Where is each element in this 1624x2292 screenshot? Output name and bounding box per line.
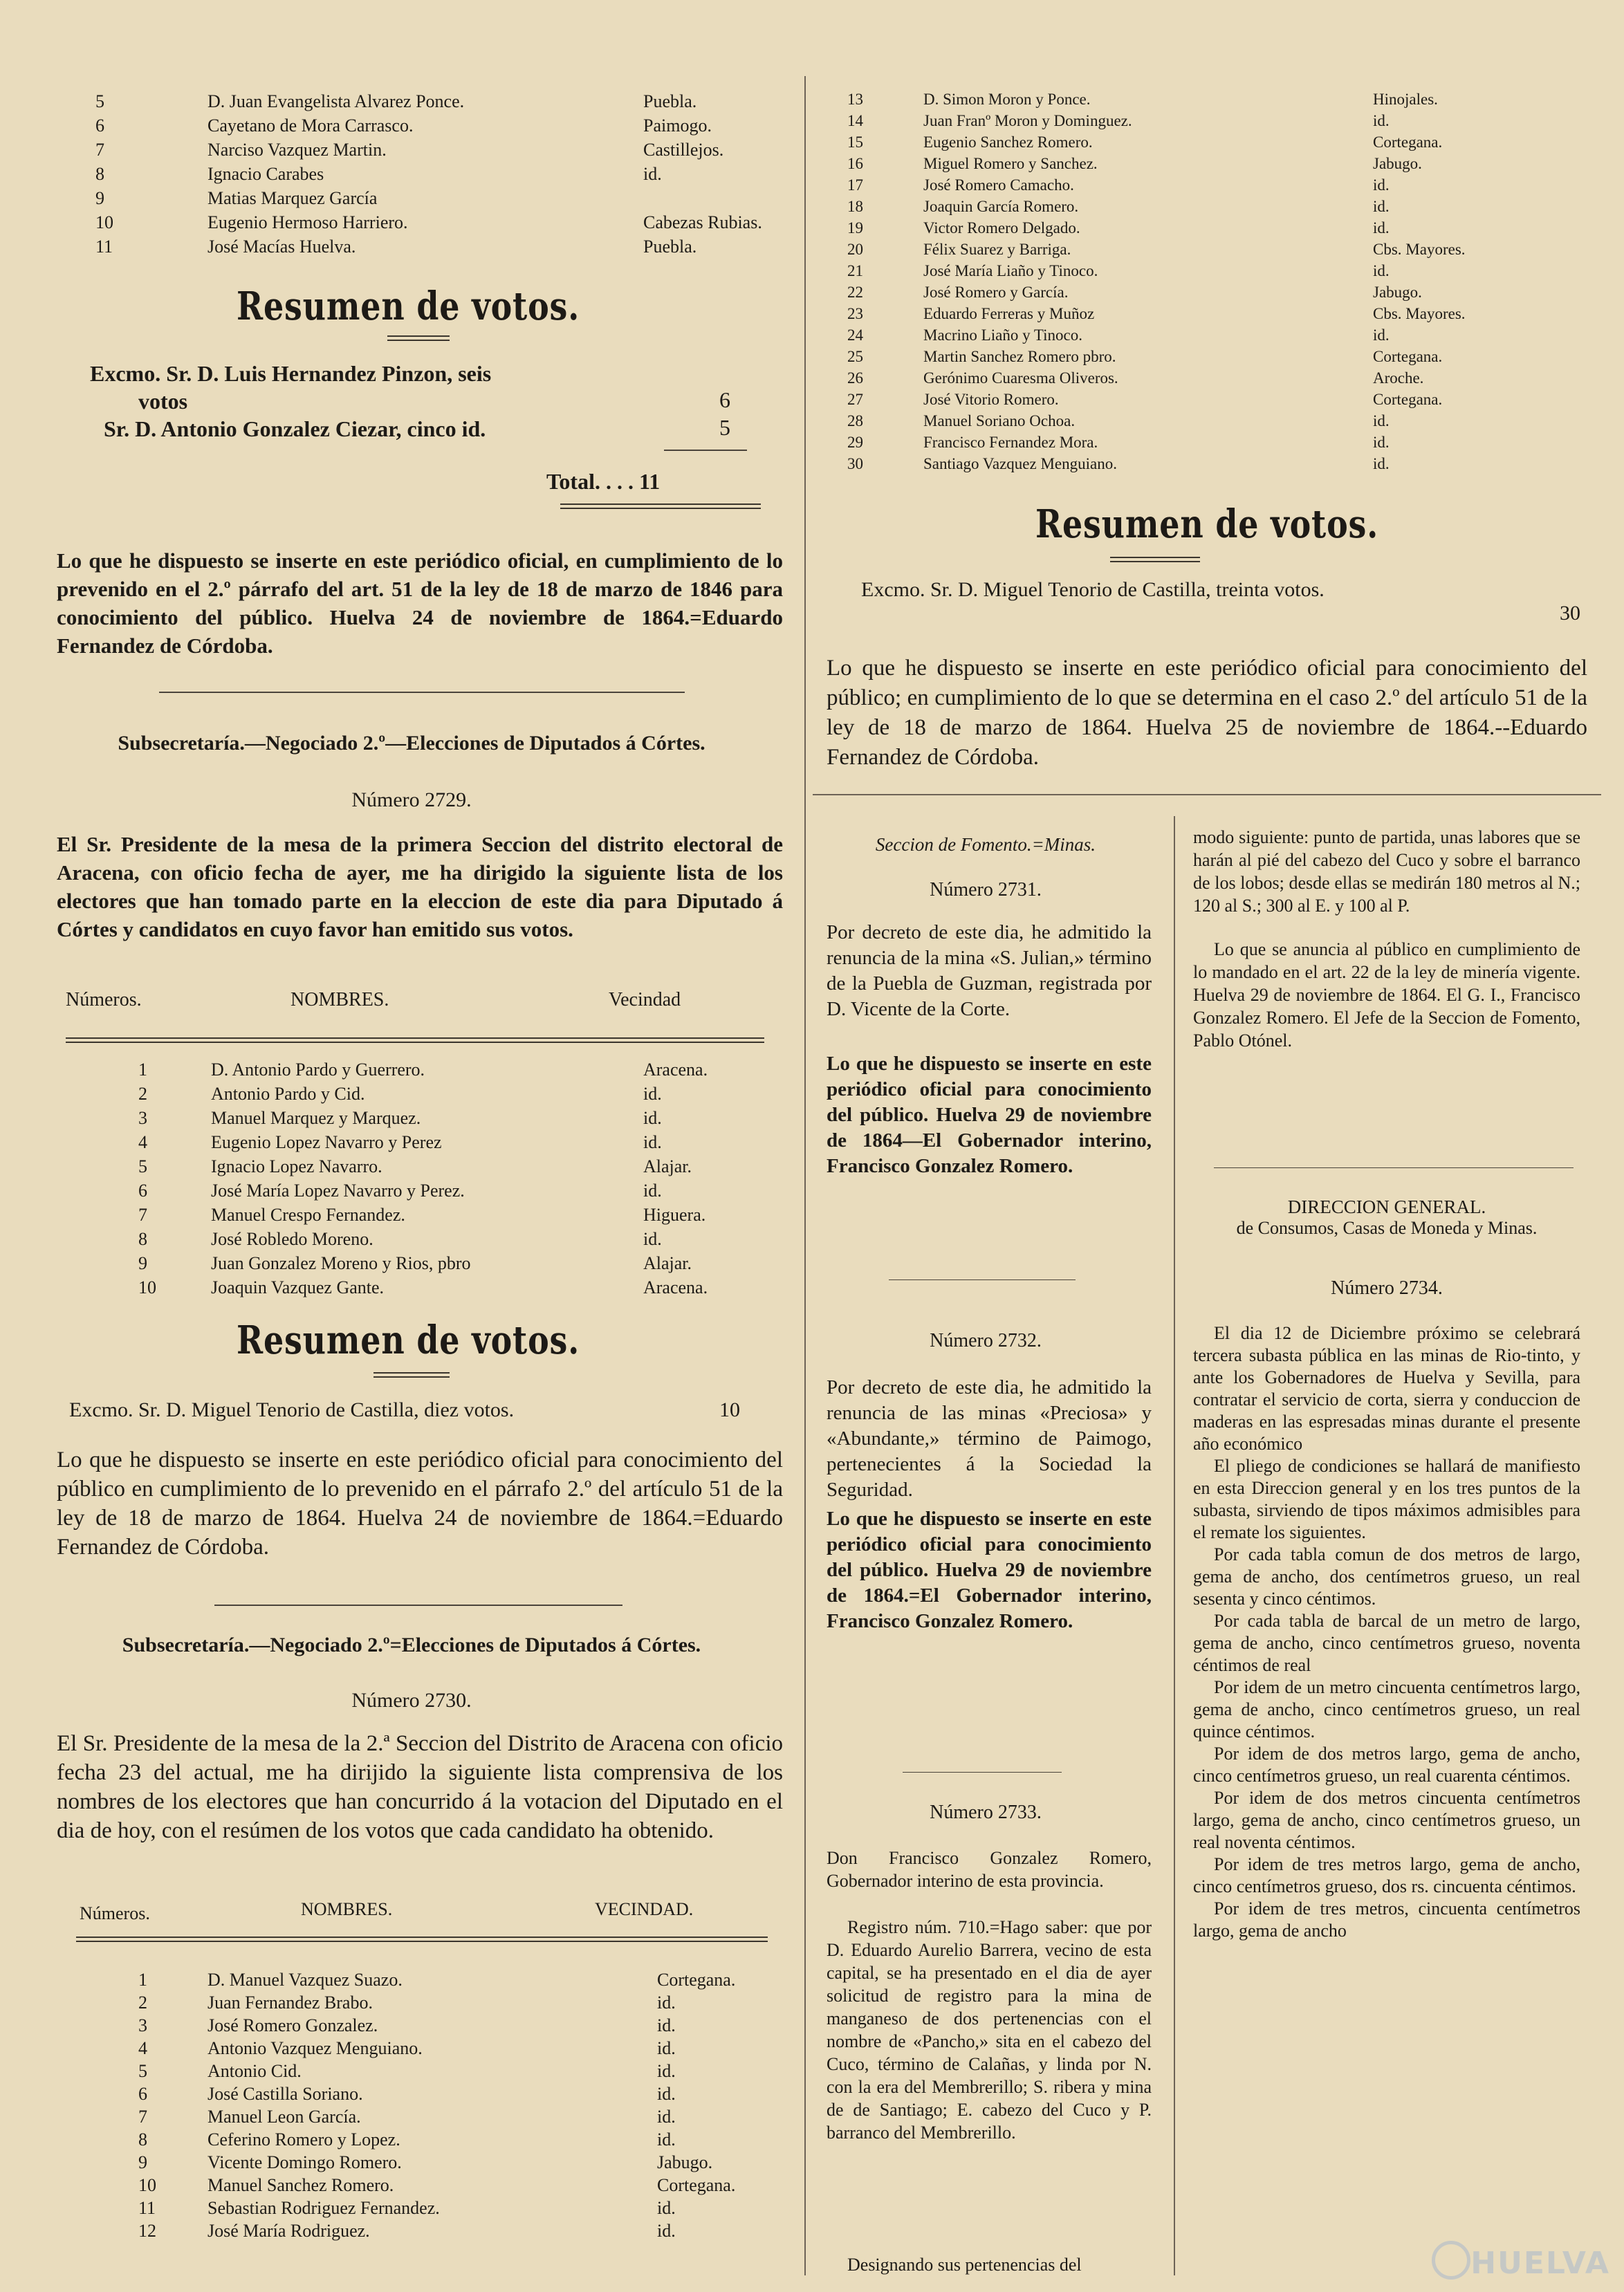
total-double-rule	[560, 503, 761, 509]
row-name: Sebastian Rodriguez Fernandez.	[207, 2198, 440, 2218]
resumen-3-line: Excmo. Sr. D. Miguel Tenorio de Castilla, treinta votos.	[861, 578, 1325, 601]
list-row	[69, 2014, 761, 2037]
paragraph: Por idem de dos metros largo, gema de ancho, cinco centímetros grueso, un real cuarenta céntimos.	[1193, 1744, 1580, 1786]
col4-paragraph-2: Lo que se anuncia al público en cumplimiento de lo mandado en el art. 22 de la ley de minería vigente. Huelva 29 de noviembre de 1864. El G. I., Francisco Gonzalez Romero. El Jefe de la Seccion de Fomento, Pablo Otónel.	[1193, 939, 1580, 1051]
row-place: Alajar.	[643, 1253, 692, 1273]
double-rule-2	[373, 1372, 450, 1378]
resumen-1-total: Total. . . . 11	[546, 469, 661, 494]
list-row	[847, 454, 1580, 474]
n2731-paragraph-1: Por decreto de este dia, he admitido la renuncia de la mina «S. Julian,» término de la Puebla de Guzman, registrada por D. Vicente de la Corte.	[827, 921, 1152, 1020]
row-name: Manuel Soriano Ochoa.	[923, 412, 1076, 429]
table-3-header-names: NOMBRES.	[301, 1899, 393, 1919]
resumen-1-line-1: Excmo. Sr. D. Luis Hernandez Pinzon, seis	[90, 361, 492, 386]
row-place: id.	[657, 2015, 676, 2035]
row-place: id.	[643, 1084, 662, 1104]
list-row	[847, 261, 1580, 281]
row-number: 29	[847, 434, 863, 451]
row-place: Jabugo.	[657, 2152, 713, 2172]
col4-paragraph-1: modo siguiente: punto de partida, unas labores que se harán al pié del cabezo del Cuco y sobre el barranco de los lobos; desde ellas se medirán 180 metros al N.; 120 al S.; 300 al E. y 100 al P.	[1193, 827, 1580, 916]
table-2-rule	[66, 1037, 764, 1043]
row-place: Cbs. Mayores.	[1373, 305, 1466, 322]
row-place: id.	[657, 1993, 676, 2013]
row-number: 9	[138, 1253, 147, 1273]
row-name: Miguel Romero y Sanchez.	[923, 155, 1098, 172]
row-number: 1	[138, 1970, 147, 1990]
list-row	[69, 114, 761, 138]
row-name: José María Rodriguez.	[207, 2221, 370, 2241]
list-row	[69, 187, 761, 210]
n2732-paragraph-2: Lo que he dispuesto se inserte en este periódico oficial para conocimiento del público. Huelva 29 de noviembre de 1864.=El Gobernador interino, Francisco Gonzalez Romero.	[827, 1508, 1152, 1632]
row-place: Cortegana.	[1373, 391, 1443, 408]
row-place: id.	[657, 2084, 676, 2104]
row-place: id.	[1373, 262, 1390, 279]
row-place: id.	[657, 2107, 676, 2127]
list-row	[69, 2105, 761, 2129]
row-name: Vicente Domingo Romero.	[207, 2152, 402, 2172]
row-place: Higuera.	[643, 1205, 706, 1225]
row-number: 6	[95, 115, 104, 136]
n2733-intro: Don Francisco Gonzalez Romero, Gobernador interino de esta provincia.	[827, 1848, 1152, 1891]
table-2-header-place: Vecindad	[609, 989, 681, 1010]
row-place: id.	[657, 2061, 676, 2081]
list-row	[847, 283, 1580, 302]
section-2-title: Subsecretaría.—Negociado 2.º—Elecciones de Diputados á Córtes.	[118, 732, 705, 755]
row-place: id.	[643, 1181, 662, 1201]
resumen-heading-1: Resumen de votos.	[236, 284, 580, 329]
paragraph: Por idem de tres metros, cincuenta centímetros largo, gema de ancho	[1193, 1898, 1580, 1941]
row-name: José Romero y García.	[923, 284, 1069, 301]
row-name: D. Antonio Pardo y Guerrero.	[211, 1060, 425, 1080]
row-name: Eugenio Hermoso Harriero.	[207, 212, 408, 232]
row-name: Macrino Liaño y Tinoco.	[923, 326, 1082, 344]
n2733-paragraph-2: Designando sus pertenencias del	[847, 2255, 1082, 2275]
row-name: Antonio Pardo y Cid.	[211, 1084, 365, 1104]
row-name: Manuel Crespo Fernandez.	[211, 1205, 405, 1225]
row-number: 12	[138, 2221, 156, 2241]
list-row	[847, 219, 1580, 238]
row-number: 15	[847, 133, 863, 151]
row-name: José Vitorio Romero.	[923, 391, 1059, 408]
row-place: id.	[643, 1229, 662, 1249]
list-row	[69, 1155, 761, 1179]
list-row	[69, 1991, 761, 2015]
row-number: 16	[847, 155, 863, 172]
rule-a2	[903, 1772, 1062, 1773]
double-rule	[387, 335, 450, 341]
list-row	[847, 111, 1580, 131]
list-row	[847, 133, 1580, 152]
row-place: id.	[1373, 412, 1390, 429]
resumen-heading-2: Resumen de votos.	[236, 1318, 580, 1363]
row-number: 2	[138, 1993, 147, 2013]
row-number: 8	[95, 164, 104, 184]
row-number: 10	[138, 2175, 156, 2195]
row-place: Puebla.	[643, 91, 697, 111]
row-name: Gerónimo Cuaresma Oliveros.	[923, 369, 1118, 387]
row-name: Santiago Vazquez Menguiano.	[923, 455, 1117, 472]
resumen-3-value: 30	[1560, 602, 1580, 625]
row-name: Joaquin García Romero.	[923, 198, 1079, 215]
row-place: Aroche.	[1373, 369, 1424, 387]
subcolumn-b	[1186, 795, 1594, 2282]
list-row	[69, 2151, 761, 2174]
row-name: D. Simon Moron y Ponce.	[923, 91, 1091, 108]
row-number: 3	[138, 2015, 147, 2035]
row-name: Juan Gonzalez Moreno y Rios, pbro	[211, 1253, 471, 1273]
paragraph: El dia 12 de Diciembre próximo se celebrará tercera subasta pública en las minas de Rio-tinto, y ante los Gobernadores de Huelva y Sevilla, para contratar el servicio de corta, sierra y conduccion de maderas en las espresadas minas durante el presente año económico	[1193, 1323, 1580, 1454]
row-number: 5	[95, 91, 104, 111]
row-number: 30	[847, 455, 863, 472]
row-name: José Castilla Soriano.	[207, 2084, 363, 2104]
row-number: 13	[847, 91, 863, 108]
n2732-paragraph-1: Por decreto de este dia, he admitido la renuncia de las minas «Preciosa» y «Abundante,» término de Paimogo, pertenecientes á la Sociedad la Seguridad.	[827, 1376, 1152, 1501]
list-row	[69, 1276, 761, 1300]
list-row	[847, 240, 1580, 259]
resumen-heading-3: Resumen de votos.	[1035, 501, 1379, 547]
row-name: Eduardo Ferreras y Muñoz	[923, 305, 1095, 322]
subcolumn-a	[813, 795, 1172, 2282]
row-place: Jabugo.	[1373, 155, 1422, 172]
row-name: Ceferino Romero y Lopez.	[207, 2129, 400, 2150]
row-number: 8	[138, 2129, 147, 2150]
list-row	[69, 1131, 761, 1154]
list-row	[847, 197, 1580, 216]
logo-ring-icon	[1432, 2241, 1470, 2280]
n2733-paragraph: Registro núm. 710.=Hago saber: que por D. Eduardo Aurelio Barrera, vecino de esta capital, se ha presentado en el dia de ayer solicitud de registro para la mina de manganeso de dos pertenencias con el nombre de «Pancho,» sita en el cabezo del Cuco, término de Calañas, y linda por N. con la era del Membrerillo; S. ribera y mina de de Santiago; E. cabezo del Cuco y P. barranco del Membrerillo.	[827, 1917, 1152, 2143]
number-2734: Número 2734.	[1331, 1277, 1443, 1299]
paragraph-3: Lo que he dispuesto se inserte en este periódico oficial para conocimiento del público; en cumplimiento de lo que se determina en el caso 2.º del artículo 51 de la ley de 18 de marzo de 1864. Huelva 25 de noviembre de 1864.--Eduardo Fernandez de Córdoba.	[827, 656, 1587, 770]
resumen-1-value-1: 6	[719, 387, 730, 412]
paragraph-2: Lo que he dispuesto se inserte en este periódico oficial para conocimiento del público en cumplimiento de lo prevenido en el párrafo 2.º del artículo 51 de la ley de 18 de marzo de 1864. Huelva 24 de noviembre de 1864.=Eduardo Fernandez de Córdoba.	[57, 1448, 783, 1560]
column-divider	[804, 76, 806, 2275]
row-place: Cabezas Rubias.	[643, 212, 762, 232]
row-number: 9	[138, 2152, 147, 2172]
table-2-header-names: NOMBRES.	[290, 989, 389, 1010]
row-place: id.	[657, 2221, 676, 2241]
row-number: 23	[847, 305, 863, 322]
row-number: 1	[138, 1060, 147, 1080]
table-3-header-num: Números.	[80, 1903, 150, 1923]
rule-b1	[1214, 1167, 1574, 1168]
rule-a1	[889, 1279, 1076, 1280]
row-number: 2	[138, 1084, 147, 1104]
row-name: José Macías Huelva.	[207, 237, 356, 257]
number-2731: Número 2731.	[930, 879, 1042, 900]
paragraph: Por idem de un metro cincuenta centímetros largo, gema de ancho, cinco centímetros grueso, un real quince céntimos.	[1193, 1677, 1580, 1741]
row-place: id.	[657, 2129, 676, 2150]
row-place: Paimogo.	[643, 115, 712, 136]
row-name: Eugenio Sanchez Romero.	[923, 133, 1093, 151]
row-number: 25	[847, 348, 863, 365]
row-number: 7	[138, 2107, 147, 2127]
fomento-title: Seccion de Fomento.=Minas.	[875, 834, 1096, 855]
row-number: 26	[847, 369, 863, 387]
subcolumn-divider	[1174, 816, 1175, 2275]
list-row	[69, 2128, 761, 2152]
row-name: Joaquin Vazquez Gante.	[211, 1277, 385, 1297]
list-row	[847, 412, 1580, 431]
row-number: 9	[95, 188, 104, 208]
row-number: 14	[847, 112, 863, 129]
row-place: id.	[1373, 219, 1390, 237]
list-row	[69, 2219, 761, 2243]
row-place: id.	[643, 164, 662, 184]
elector-list-2	[69, 1058, 761, 1307]
list-row	[69, 2197, 761, 2220]
row-place: Cortegana.	[1373, 348, 1443, 365]
row-name: Manuel Leon García.	[207, 2107, 361, 2127]
list-row	[69, 1252, 761, 1275]
row-place: id.	[1373, 198, 1390, 215]
direccion-title: DIRECCION GENERAL.	[1287, 1196, 1486, 1217]
row-number: 18	[847, 198, 863, 215]
row-place: id.	[1373, 434, 1390, 451]
row-name: Juan Franº Moron y Dominguez.	[923, 112, 1132, 129]
list-row	[69, 1107, 761, 1130]
row-place: id.	[1373, 326, 1390, 344]
elector-list-1	[69, 90, 761, 263]
row-place: Cortegana.	[1373, 133, 1443, 151]
row-name: José María Liaño y Tinoco.	[923, 262, 1098, 279]
row-place: Alajar.	[643, 1156, 692, 1176]
resumen-1-line-2: Sr. D. Antonio Gonzalez Ciezar, cinco id.	[104, 416, 486, 441]
list-row	[69, 138, 761, 162]
row-name: Félix Suarez y Barriga.	[923, 241, 1071, 258]
row-name: José María Lopez Navarro y Perez.	[211, 1181, 465, 1201]
paragraph: El pliego de condiciones se hallará de manifiesto en esta Direccion general y en los tres puntos de la subasta, sirviendo de tipos máximos admisibles para el remate los siguientes.	[1193, 1456, 1580, 1542]
elector-list-4	[847, 90, 1580, 477]
list-row	[69, 2174, 761, 2197]
paragraph-1: Lo que he dispuesto se inserte en este periódico oficial, en cumplimiento de lo prevenido en el 2.º párrafo del art. 51 de la ley de 18 de marzo de 1846 para conocimiento del público. Huelva 24 de noviembre de 1864.=Eduardo Fernandez de Córdoba.	[57, 548, 783, 658]
list-row	[847, 304, 1580, 324]
row-name: José Robledo Moreno.	[211, 1229, 373, 1249]
row-name: Ignacio Lopez Navarro.	[211, 1156, 382, 1176]
list-row	[847, 176, 1580, 195]
list-row	[69, 1082, 761, 1106]
list-row	[69, 1058, 761, 1082]
right-column	[813, 0, 1601, 2292]
row-name: Manuel Marquez y Marquez.	[211, 1108, 421, 1128]
list-row	[847, 90, 1580, 109]
number-2733: Número 2733.	[930, 1802, 1042, 1823]
list-row	[69, 90, 761, 113]
row-name: José Romero Camacho.	[923, 176, 1074, 194]
paragraph: Por cada tabla de barcal de un metro de largo, gema de ancho, cinco centímetros grueso, noventa céntimos de real	[1193, 1611, 1580, 1675]
row-number: 10	[95, 212, 113, 232]
row-place: id.	[657, 2038, 676, 2058]
row-name: Martin Sanchez Romero pbro.	[923, 348, 1116, 365]
row-number: 11	[138, 2198, 156, 2218]
row-name: Victor Romero Delgado.	[923, 219, 1080, 237]
row-place: Cortegana.	[657, 1970, 736, 1990]
list-row	[69, 2060, 761, 2083]
section-3-title: Subsecretaría.—Negociado 2.º=Elecciones de Diputados á Córtes.	[122, 1634, 701, 1656]
row-place: Cbs. Mayores.	[1373, 241, 1466, 258]
table-2-header-num: Números.	[66, 989, 142, 1010]
left-column	[28, 0, 795, 2292]
row-name: Francisco Fernandez Mora.	[923, 434, 1098, 451]
row-name: D. Juan Evangelista Alvarez Ponce.	[207, 91, 465, 111]
row-number: 4	[138, 2038, 147, 2058]
list-row	[847, 390, 1580, 409]
row-name: D. Manuel Vazquez Suazo.	[207, 1970, 403, 1990]
table-3-rule	[76, 1937, 768, 1942]
watermark-logo: HUELVA	[1470, 2246, 1610, 2281]
row-number: 8	[138, 1229, 147, 1249]
section-rule	[159, 692, 685, 693]
n2731-paragraph-2: Lo que he dispuesto se inserte en este periódico oficial para conocimiento del público. Huelva 29 de noviembre de 1864—El Gobernador interino, Francisco Gonzalez Romero.	[827, 1053, 1152, 1177]
list-row	[847, 154, 1580, 174]
row-number: 27	[847, 391, 863, 408]
list-row	[69, 1968, 761, 1992]
resumen-1-value-2: 5	[719, 415, 730, 440]
number-2732: Número 2732.	[930, 1330, 1042, 1351]
row-number: 6	[138, 2084, 147, 2104]
section-rule-2	[214, 1605, 622, 1606]
row-name: Narciso Vazquez Martin.	[207, 140, 387, 160]
resumen-2-value: 10	[719, 1398, 740, 1421]
row-place: Puebla.	[643, 237, 697, 257]
row-name: José Romero Gonzalez.	[207, 2015, 378, 2035]
list-row	[847, 326, 1580, 345]
row-number: 5	[138, 2061, 147, 2081]
row-place: id.	[1373, 112, 1390, 129]
row-number: 28	[847, 412, 863, 429]
row-number: 21	[847, 262, 863, 279]
row-place: id.	[643, 1132, 662, 1152]
row-place: id.	[1373, 455, 1390, 472]
list-row	[847, 347, 1580, 367]
section-3-paragraph: El Sr. Presidente de la mesa de la 2.ª Seccion del Distrito de Aracena con oficio fecha 23 del actual, me ha dirijido la siguiente lista comprensiva de los nombres de los electores que han concurrido á la votacion del Diputado en el dia de hoy, con el resúmen de los votos que cada candidato ha obtenido.	[57, 1731, 783, 1843]
row-place: id.	[643, 1108, 662, 1128]
row-place: Cortegana.	[657, 2175, 736, 2195]
resumen-2-line: Excmo. Sr. D. Miguel Tenorio de Castilla, diez votos.	[69, 1398, 515, 1421]
row-place: Aracena.	[643, 1277, 708, 1297]
list-row	[69, 2037, 761, 2060]
row-place: Castillejos.	[643, 140, 724, 160]
list-row	[69, 2082, 761, 2106]
elector-list-3	[69, 1968, 761, 2259]
row-name: Eugenio Lopez Navarro y Perez	[211, 1132, 442, 1152]
row-number: 4	[138, 1132, 147, 1152]
row-name: Antonio Cid.	[207, 2061, 302, 2081]
row-number: 20	[847, 241, 863, 258]
row-number: 10	[138, 1277, 156, 1297]
row-number: 17	[847, 176, 863, 194]
table-3-header-place: VECINDAD.	[595, 1899, 694, 1919]
row-name: Manuel Sanchez Romero.	[207, 2175, 394, 2195]
row-number: 22	[847, 284, 863, 301]
list-row	[847, 369, 1580, 388]
total-rule	[664, 450, 747, 451]
row-place: id.	[1373, 176, 1390, 194]
row-number: 7	[95, 140, 104, 160]
row-place: Hinojales.	[1373, 91, 1438, 108]
double-rule-3	[1110, 557, 1200, 562]
list-row	[69, 235, 761, 259]
list-row	[69, 211, 761, 234]
paragraph: Por cada tabla comun de dos metros de largo, gema de ancho, dos centímetros grueso, un real sesenta y cinco céntimos.	[1193, 1544, 1580, 1609]
list-row	[69, 163, 761, 186]
row-number: 19	[847, 219, 863, 237]
row-name: Matias Marquez García	[207, 188, 378, 208]
section-3-number: Número 2730.	[351, 1689, 472, 1712]
row-number: 6	[138, 1181, 147, 1201]
direccion-subtitle: de Consumos, Casas de Moneda y Minas.	[1236, 1218, 1538, 1238]
row-place: id.	[657, 2198, 676, 2218]
list-row	[69, 1228, 761, 1251]
row-name: Juan Fernandez Brabo.	[207, 1993, 373, 2013]
row-number: 5	[138, 1156, 147, 1176]
list-row	[847, 433, 1580, 452]
row-number: 7	[138, 1205, 147, 1225]
row-name: Ignacio Carabes	[207, 164, 324, 184]
row-number: 24	[847, 326, 863, 344]
row-number: 11	[95, 237, 113, 257]
row-number: 3	[138, 1108, 147, 1128]
n2734-paragraphs	[1193, 1322, 1580, 1942]
row-place: Aracena.	[643, 1060, 708, 1080]
list-row	[69, 1179, 761, 1203]
paragraph: Por idem de tres metros largo, gema de ancho, cinco centímetros grueso, dos rs. cincuenta céntimos.	[1193, 1854, 1580, 1896]
row-name: Cayetano de Mora Carrasco.	[207, 115, 414, 136]
row-name: Antonio Vazquez Menguiano.	[207, 2038, 423, 2058]
list-row	[69, 1203, 761, 1227]
paragraph: Por idem de dos metros cincuenta centímetros largo, gema de ancho, cinco centímetros grueso, un real noventa céntimos.	[1193, 1788, 1580, 1852]
section-2-paragraph: El Sr. Presidente de la mesa de la primera Seccion del distrito electoral de Aracena, con oficio fecha de ayer, me ha dirigido la siguiente lista de los electores que han tomado parte en la eleccion de este dia para Diputado á Córtes y candidatos en cuyo favor han emitido sus votos.	[57, 832, 783, 941]
resumen-1-line-1b: votos	[138, 389, 188, 414]
section-2-number: Número 2729.	[351, 788, 472, 811]
row-place: Jabugo.	[1373, 284, 1422, 301]
